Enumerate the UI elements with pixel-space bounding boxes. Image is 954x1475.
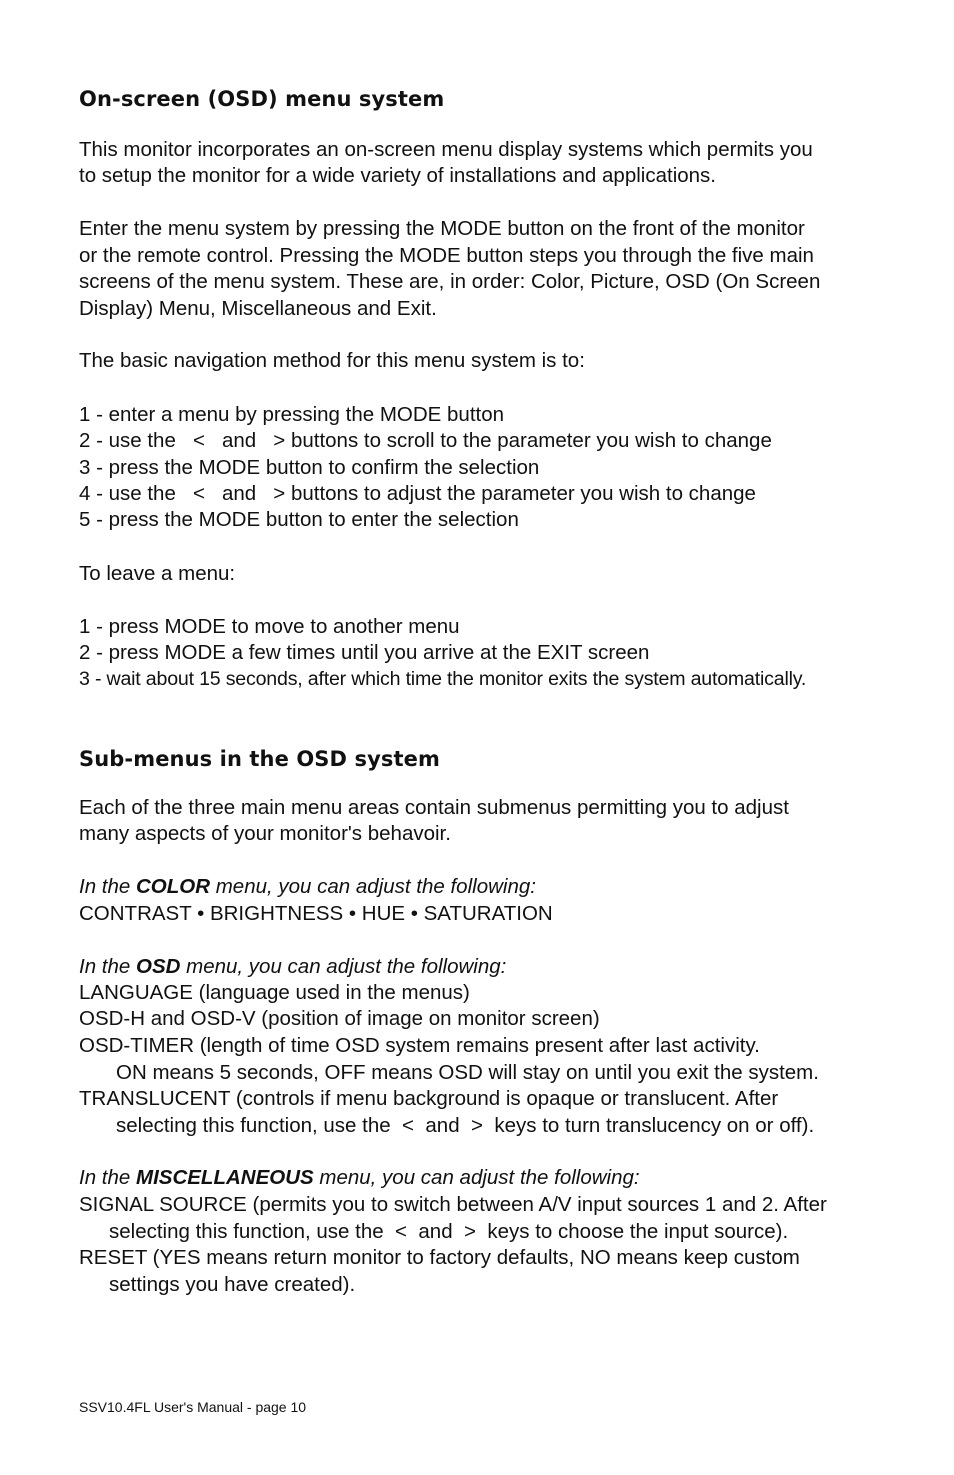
leave-intro: To leave a menu: [79,562,236,585]
paragraph-line: Display) Menu, Miscellaneous and Exit. [79,297,437,320]
paragraph-line: screens of the menu system. These are, in order: Color, Picture, OSD (On Screen [79,270,821,293]
intro-suffix: menu, you can adjust the following: [180,955,507,978]
paragraph-line: or the remote control. Pressing the MODE button steps you through the five main [79,244,814,267]
intro-prefix: In the [79,1166,136,1189]
nav-step: 5 - press the MODE button to enter the selection [79,508,519,531]
osd-menu-line: LANGUAGE (language used in the menus) [79,981,470,1004]
osd-menu-line: selecting this function, use the < and > keys to turn translucency on or off). [116,1114,815,1137]
navigation-intro: The basic navigation method for this menu system is to: [79,349,585,372]
leave-step: 1 - press MODE to move to another menu [79,615,460,638]
misc-menu-line: SIGNAL SOURCE (permits you to switch between A/V input sources 1 and 2. After [79,1193,827,1216]
misc-menu-line: selecting this function, use the < and > keys to choose the input source). [109,1220,789,1243]
paragraph-line: This monitor incorporates an on-screen menu display systems which permits you [79,138,813,161]
intro-suffix: menu, you can adjust the following: [313,1166,640,1189]
color-menu-items: CONTRAST • BRIGHTNESS • HUE • SATURATION [79,902,553,925]
menu-name-osd: OSD [136,955,181,978]
intro-suffix: menu, you can adjust the following: [210,875,536,898]
section-heading-sub-menus: Sub-menus in the OSD system [79,747,440,771]
paragraph-line: Enter the menu system by pressing the MODE button on the front of the monitor [79,217,805,240]
leave-step: 2 - press MODE a few times until you arrive at the EXIT screen [79,641,650,664]
misc-menu-line: RESET (YES means return monitor to factory defaults, NO means keep custom [79,1246,800,1269]
osd-menu-line: OSD-H and OSD-V (position of image on monitor screen) [79,1007,600,1030]
nav-step: 4 - use the < and > buttons to adjust the parameter you wish to change [79,482,756,505]
osd-menu-line: ON means 5 seconds, OFF means OSD will stay on until you exit the system. [116,1061,819,1084]
osd-menu-intro [79,954,506,980]
leave-step: 3 - wait about 15 seconds, after which time the monitor exits the system automatically. [79,668,807,690]
menu-name-color: COLOR [136,875,211,898]
page-footer: SSV10.4FL User's Manual - page 10 [79,1399,307,1415]
menu-name-miscellaneous: MISCELLANEOUS [136,1166,314,1189]
intro-prefix: In the [79,955,136,978]
section-heading-osd-menu: On-screen (OSD) menu system [79,87,445,111]
paragraph-line: Each of the three main menu areas contain submenus permitting you to adjust [79,796,789,819]
nav-step: 1 - enter a menu by pressing the MODE button [79,403,505,426]
nav-step: 2 - use the < and > buttons to scroll to the parameter you wish to change [79,429,772,452]
osd-menu-line: TRANSLUCENT (controls if menu background is opaque or translucent. After [79,1087,779,1110]
osd-menu-line: OSD-TIMER (length of time OSD system remains present after last activity. [79,1034,760,1057]
misc-menu-line: settings you have created). [109,1273,356,1296]
color-menu-intro [79,874,536,900]
paragraph-line: many aspects of your monitor's behavoir. [79,822,451,845]
intro-prefix: In the [79,875,136,898]
paragraph-line: to setup the monitor for a wide variety of installations and applications. [79,164,716,187]
misc-menu-intro [79,1165,640,1191]
nav-step: 3 - press the MODE button to confirm the selection [79,456,540,479]
